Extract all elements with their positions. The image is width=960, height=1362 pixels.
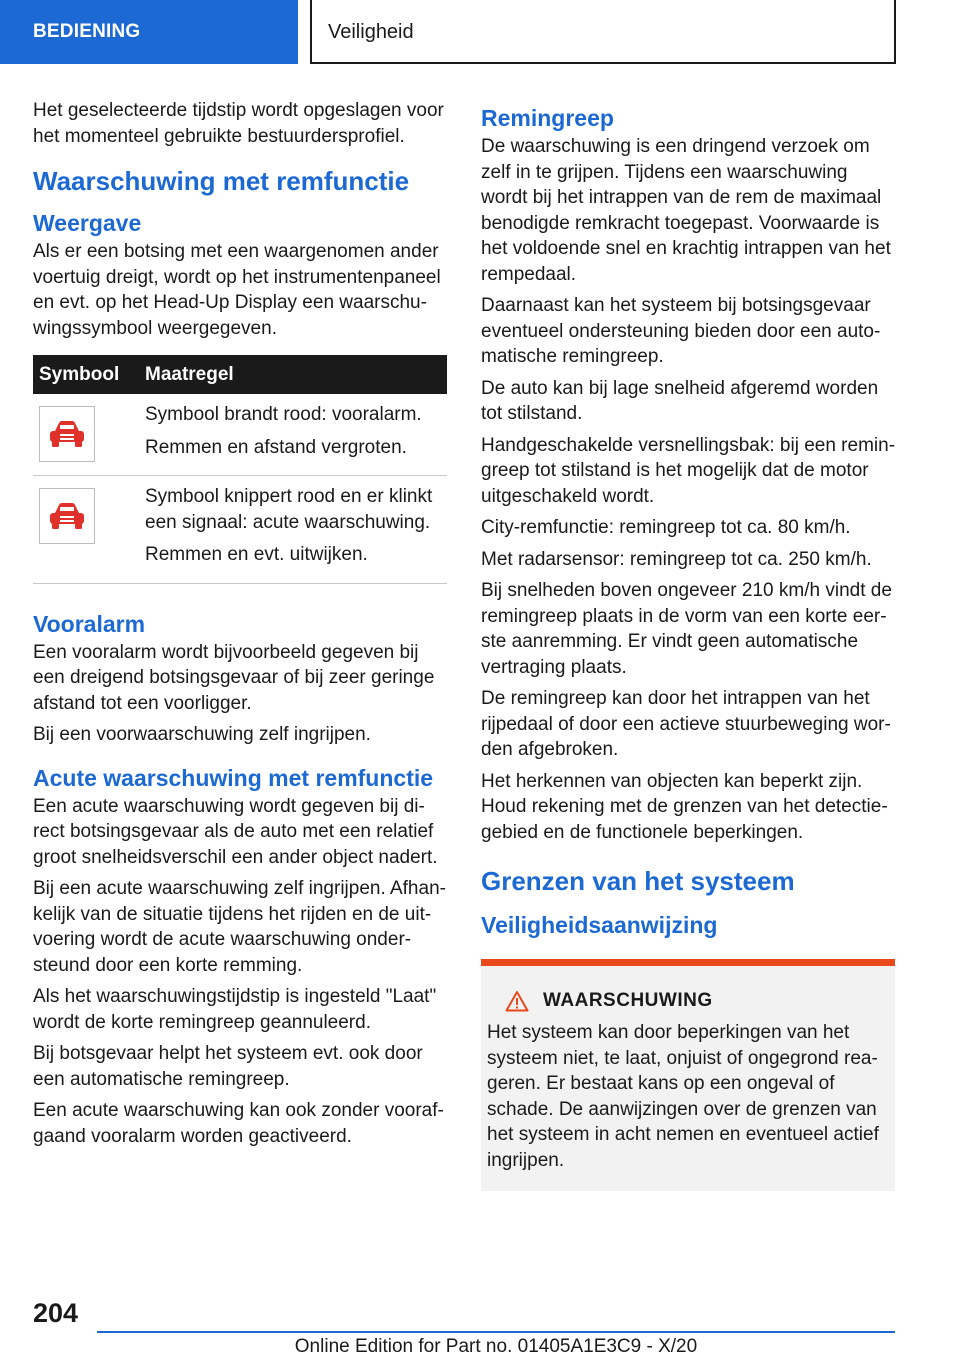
- remingreep-paragraph: City-remfunctie: remingreep tot ca. 80 km/h.: [481, 517, 851, 538]
- row-text: Remmen en afstand vergroten.: [145, 436, 407, 458]
- remingreep-paragraph: De waarschuwing is een dringend verzoek om zelf in te grijpen. Tijdens een waarschuwing wordt bij het intrappen van de rem de maximaal benodigde remkracht toegepast. Voorwaarde is het voldoende snel en krachtig intrappen van het rempedaal.: [481, 136, 891, 285]
- row-text: Remmen en evt. uitwijken.: [145, 544, 368, 565]
- heading-acute: Acute waarschuwing met remfunctie: [33, 764, 434, 791]
- warning-box: [481, 959, 895, 1191]
- page-number: 204: [33, 1298, 79, 1328]
- heading-vooralarm: Vooralarm: [33, 610, 146, 637]
- remingreep-paragraph: Het herkennen van objecten kan beperkt zijn. Houd rekening met de grenzen van het detectiegebied en de functionele beperkingen.: [481, 770, 888, 843]
- vooralarm-paragraph: Een vooralarm wordt bijvoorbeeld gegeven bij een dreigend botsingsgevaar of bij zeer geringe afstand tot een voorligger.: [33, 641, 435, 714]
- heading-grenzen: Grenzen van het systeem: [481, 866, 795, 896]
- vooralarm-paragraph: Bij een voorwaarschuwing zelf ingrijpen.: [33, 724, 371, 745]
- weergave-paragraph: Als er een botsing met een waargenomen ander voertuig dreigt, wordt op het instrumentenpaneel en evt. op het Head-Up Display een waarschuwingssymbool weergegeven.: [33, 241, 441, 339]
- symbol-table-header: [33, 355, 447, 394]
- remingreep-paragraph: Daarnaast kan het systeem bij botsingsgevaar eventueel ondersteuning bieden door een automatische remingreep.: [481, 295, 881, 367]
- col-action-header: Maatregel: [139, 355, 447, 394]
- remingreep-paragraph: De auto kan bij lage snelheid afgeremd worden tot stilstand.: [481, 377, 879, 424]
- row-text: Symbool knippert rood en er klinkt een signaal: acute waarschuwing.: [145, 486, 433, 533]
- right-column: [481, 98, 895, 1191]
- remingreep-paragraph: Met radarsensor: remingreep tot ca. 250 km/h.: [481, 548, 872, 570]
- left-column: [33, 98, 447, 1155]
- heading-warning-brake: Waarschuwing met remfunctie: [33, 166, 410, 196]
- car-warning-icon: [39, 406, 95, 462]
- row-text: Symbool brandt rood: vooralarm.: [145, 404, 422, 425]
- acute-paragraph: Als het waarschuwingstijdstip is ingesteld "Laat" wordt de korte remingreep geannuleerd.: [33, 986, 437, 1033]
- page-header: [0, 0, 960, 66]
- table-row: [33, 476, 447, 584]
- heading-weergave: Weergave: [33, 210, 142, 236]
- section-title: BEDIENING: [0, 0, 298, 64]
- edition-text: Online Edition for Part no. 01405A1E3C9 - X/20: [294, 1336, 698, 1357]
- acute-paragraph: Bij botsgevaar helpt het systeem evt. ook door een automatische remingreep.: [33, 1043, 423, 1090]
- heading-veiligheid: Veiligheidsaanwijzing: [481, 912, 718, 938]
- heading-remingreep: Remingreep: [481, 105, 614, 131]
- acute-paragraph: Een acute waarschuwing wordt gegeven bij direct botsingsgevaar als de auto met een relatief groot snelheidsverschil een ander object nadert.: [33, 795, 438, 868]
- remingreep-paragraph: De remingreep kan door het intrappen van het rijpedaal of door een actieve stuurbeweging worden afgebroken.: [481, 688, 891, 760]
- remingreep-paragraph: Handgeschakelde versnellingsbak: bij een remingreep tot stilstand is het mogelijk dat de motor uitgeschakeld wordt.: [481, 434, 896, 507]
- car-warning-icon: [39, 488, 95, 544]
- col-symbol-header: Symbool: [33, 355, 139, 394]
- remingreep-paragraph: Bij snelheden boven ongeveer 210 km/h vindt de remingreep plaats in de vorm van een korte eerste aanremming. Er vindt geen automatische vertraging plaats.: [481, 580, 892, 678]
- warning-text: Het systeem kan door beperkingen van het systeem niet, te laat, onjuist of ongegrond reageren. Er bestaat kans op een ongeval of schade. De aanwijzingen over de grenzen van het systeem in acht nemen en eventueel actief ingrijpen.: [487, 1022, 879, 1171]
- intro-paragraph: Het geselecteerde tijdstip wordt opgeslagen voor het momenteel gebruikte bestuurdersprofiel.: [33, 100, 444, 147]
- acute-paragraph: Een acute waarschuwing kan ook zonder voorafgaand vooralarm worden geactiveerd.: [33, 1100, 444, 1147]
- warning-triangle-icon: [505, 990, 529, 1012]
- table-row: [33, 394, 447, 476]
- acute-paragraph: Bij een acute waarschuwing zelf ingrijpen. Afhankelijk van de situatie tijdens het rijden en de uitvoering wordt de acute waarschuwing ondersteund door een korte remming.: [33, 878, 446, 976]
- chapter-title: Veiligheid: [310, 0, 896, 64]
- symbol-table: [33, 355, 447, 584]
- warning-title: WAARSCHUWING: [543, 990, 713, 1011]
